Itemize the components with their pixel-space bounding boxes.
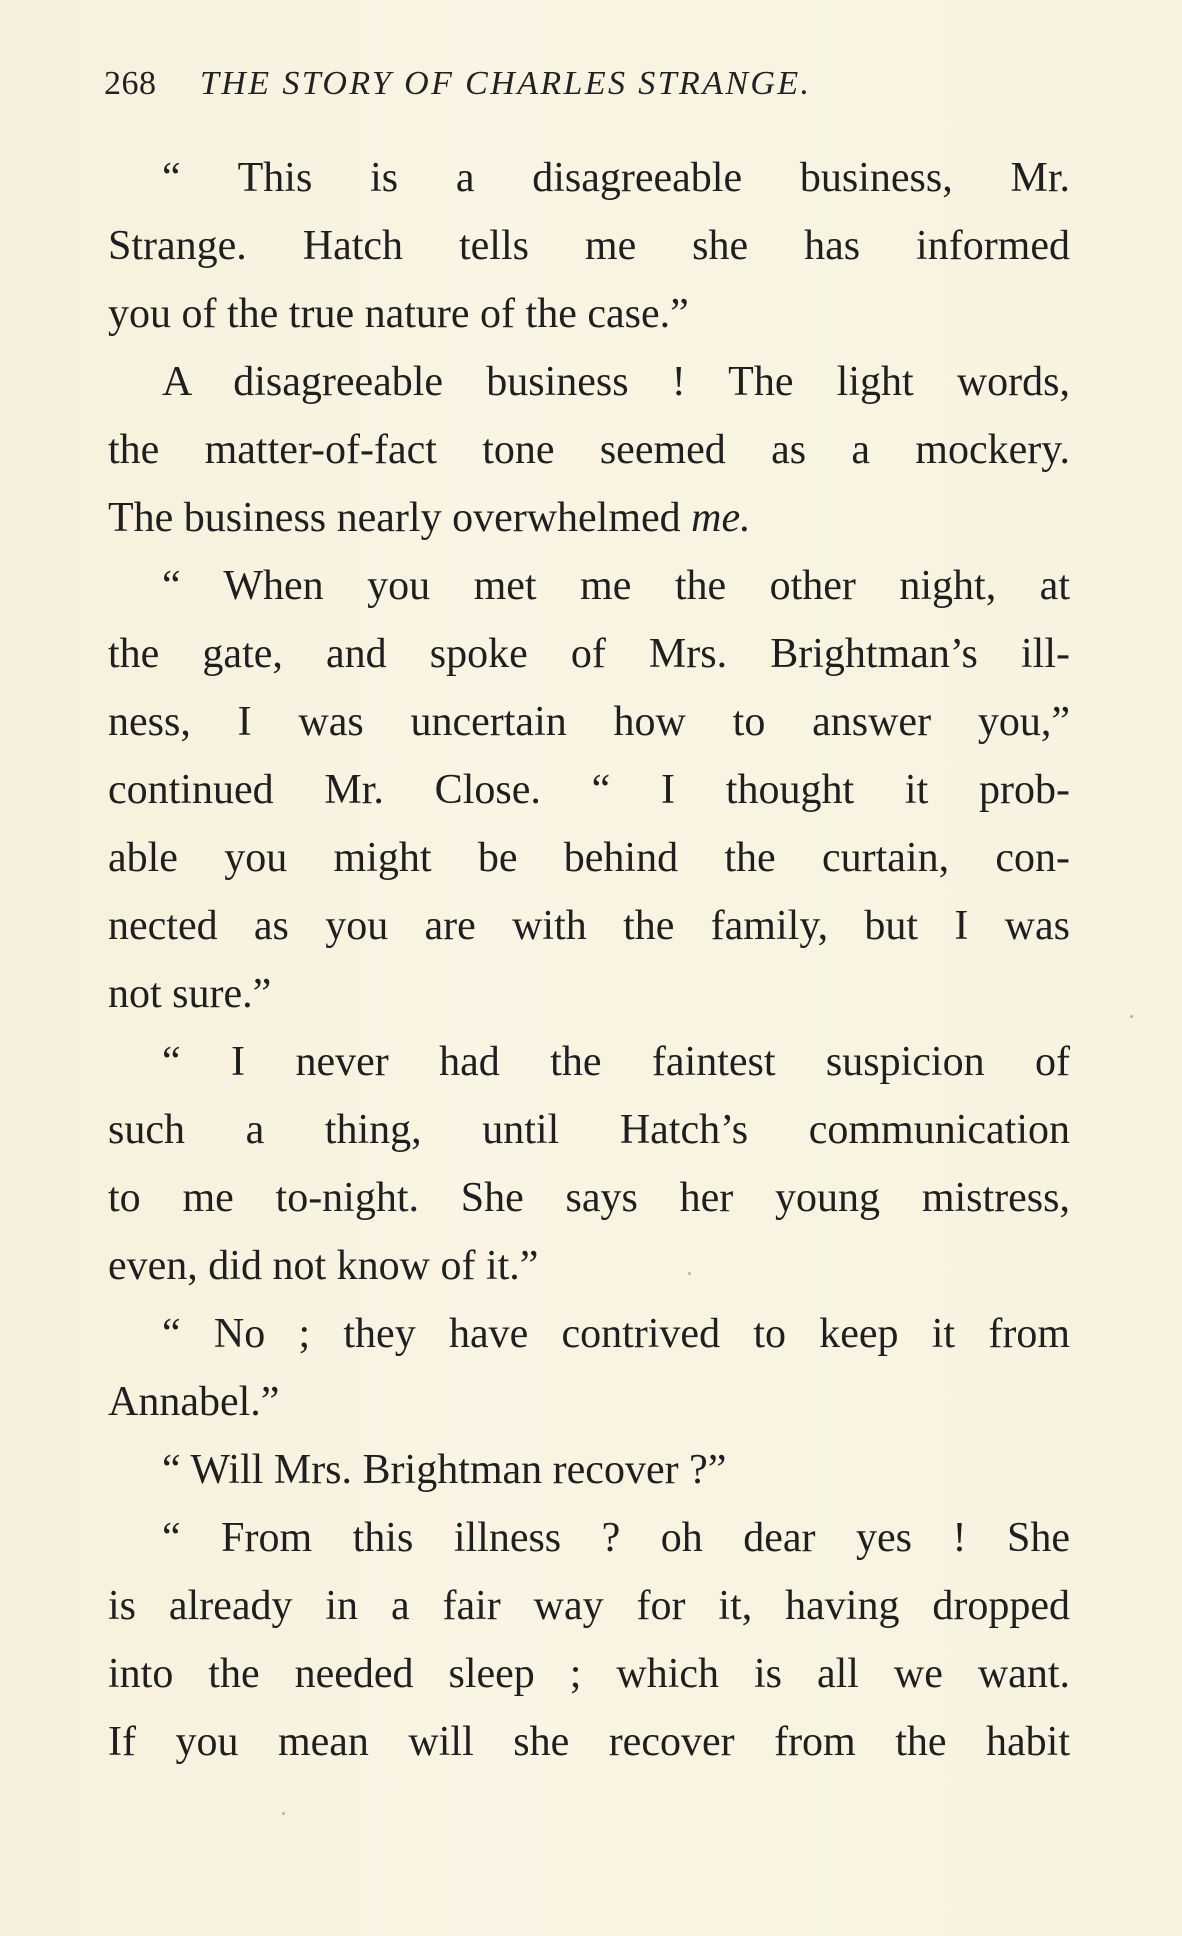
text-line: If you mean will she recover from the habit bbox=[108, 1719, 1070, 1765]
italic-word: me. bbox=[691, 495, 751, 541]
text-line: nected as you are with the family, but I was bbox=[108, 903, 1070, 949]
running-head bbox=[104, 62, 1084, 106]
text-line: you of the true nature of the case.” bbox=[108, 291, 689, 337]
page-number: 268 bbox=[104, 65, 157, 102]
text-line: into the needed sleep ; which is all we want. bbox=[108, 1651, 1070, 1697]
text-line: “ When you met me the other night, at bbox=[162, 563, 1070, 609]
paper-speck bbox=[1130, 1015, 1133, 1018]
text-line: “ I never had the faintest suspicion of bbox=[162, 1039, 1070, 1085]
text-line: Strange. Hatch tells me she has informed bbox=[108, 223, 1070, 269]
text-line: able you might be behind the curtain, con- bbox=[108, 835, 1070, 881]
paper-speck bbox=[688, 1272, 691, 1275]
text-line: Annabel.” bbox=[108, 1379, 280, 1425]
text-line: not sure.” bbox=[108, 971, 272, 1017]
text-line: “ No ; they have contrived to keep it from bbox=[162, 1311, 1070, 1357]
text-line: the matter-of-fact tone seemed as a mockery. bbox=[108, 427, 1070, 473]
text-line: “ Will Mrs. Brightman recover ?” bbox=[162, 1447, 727, 1493]
text-line: is already in a fair way for it, having dropped bbox=[108, 1583, 1070, 1629]
text-line: such a thing, until Hatch’s communication bbox=[108, 1107, 1070, 1153]
text-line: The business nearly overwhelmed me. bbox=[108, 495, 751, 541]
text-line: ness, I was uncertain how to answer you,” bbox=[108, 699, 1070, 745]
text-line: “ From this illness ? oh dear yes ! She bbox=[162, 1515, 1070, 1561]
body-text bbox=[108, 144, 1070, 1776]
paper-speck bbox=[282, 1812, 285, 1815]
text-line: even, did not know of it.” bbox=[108, 1243, 539, 1289]
text-line: the gate, and spoke of Mrs. Brightman’s ill- bbox=[108, 631, 1070, 677]
text-line: continued Mr. Close. “ I thought it prob- bbox=[108, 767, 1070, 813]
text-line: “ This is a disagreeable business, Mr. bbox=[162, 155, 1070, 201]
text-line: to me to-night. She says her young mistress, bbox=[108, 1175, 1070, 1221]
text-line: A disagreeable business ! The light words, bbox=[162, 359, 1070, 405]
running-title: THE STORY OF CHARLES STRANGE. bbox=[200, 65, 812, 102]
